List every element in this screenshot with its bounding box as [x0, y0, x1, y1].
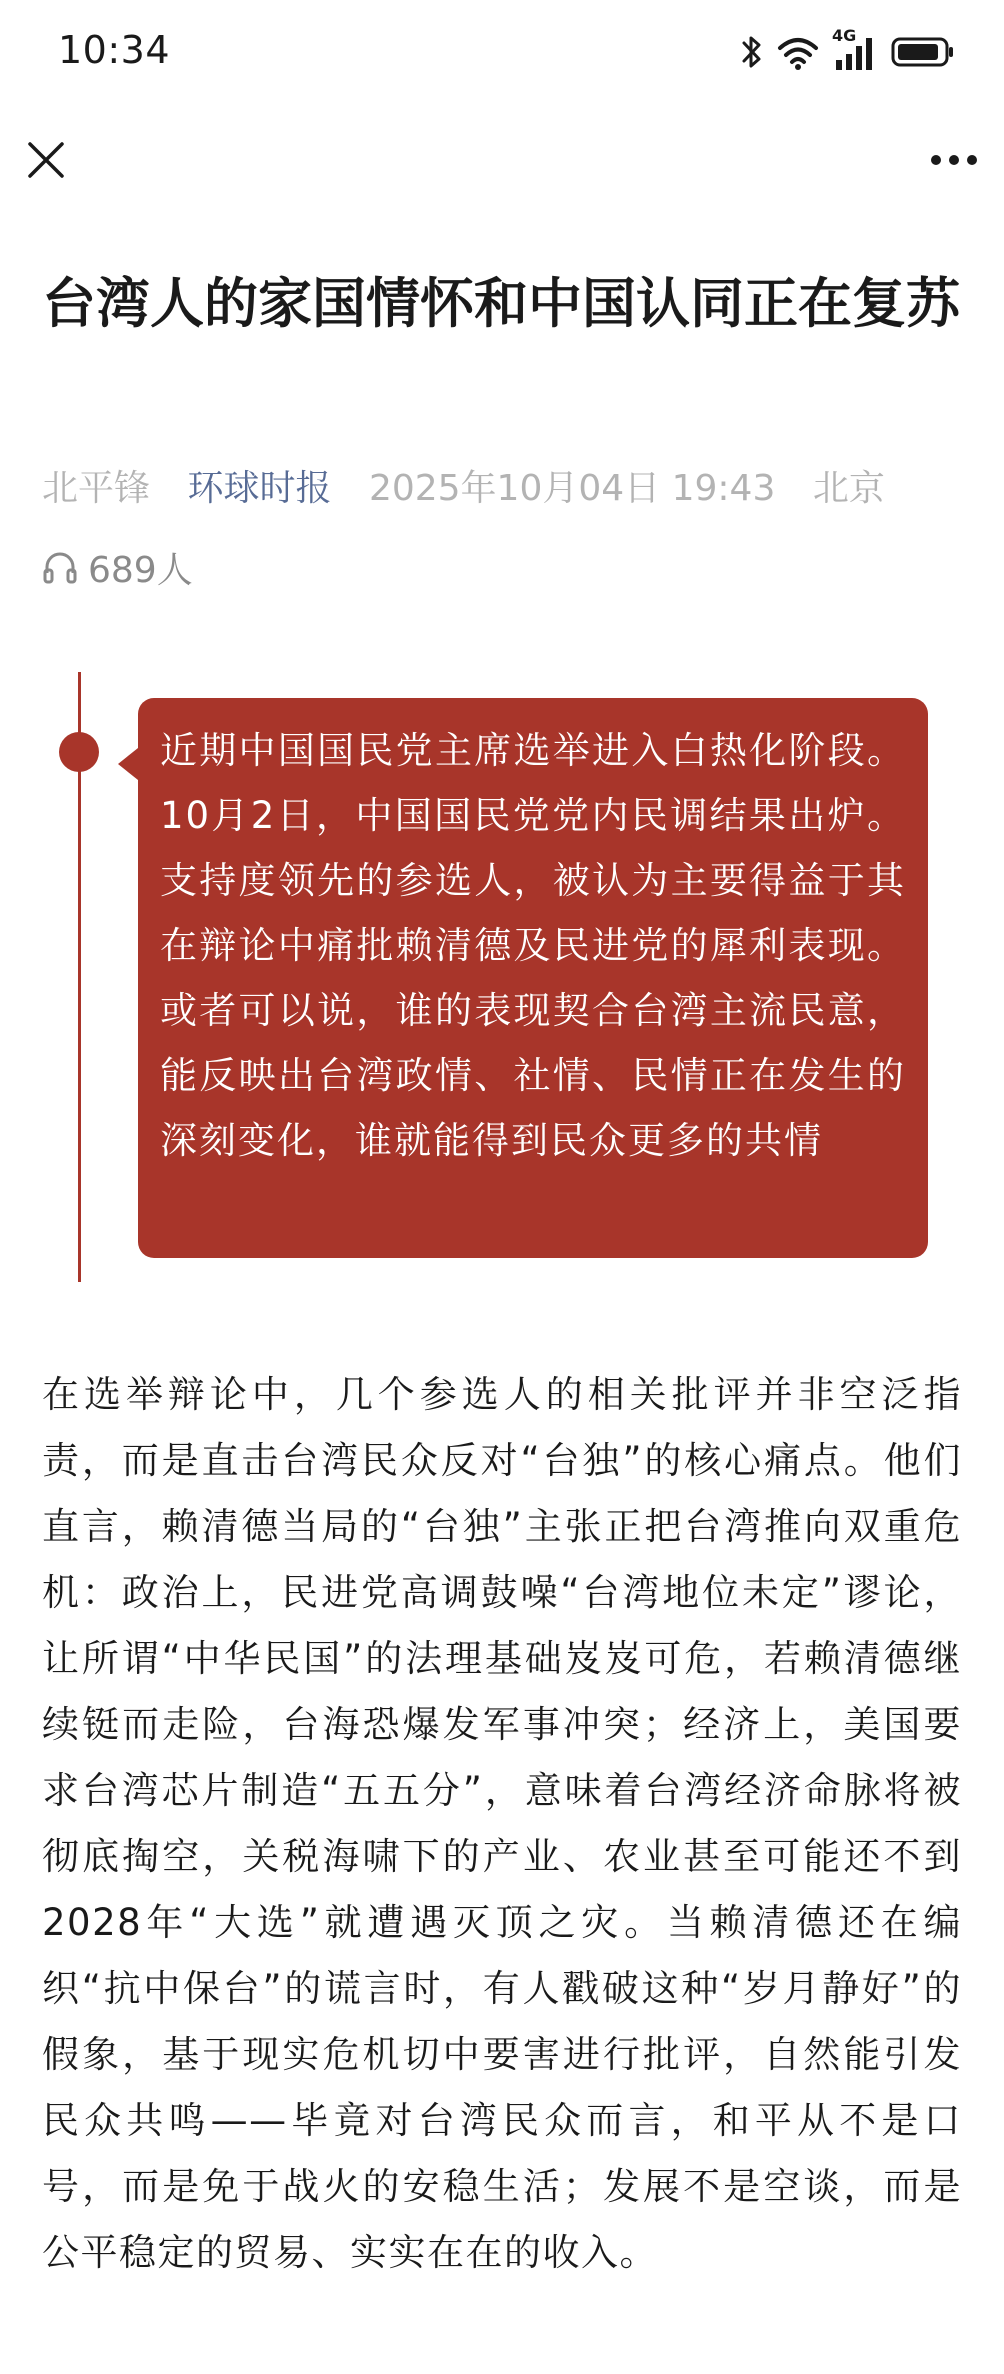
headphones-icon — [42, 549, 78, 585]
status-icons — [740, 26, 956, 72]
wifi-icon — [776, 32, 820, 72]
article-datetime: 2025年10月04日 19:43 — [368, 468, 776, 509]
status-time: 10:34 — [58, 28, 171, 72]
article-body-paragraph: 在选举辩论中，几个参选人的相关批评并非空泛指责，而是直击台湾民众反对“台独”的核心痛点。他们直言，赖清德当局的“台独”主张正把台湾推向双重危机：政治上，民进党高调鼓噪“台湾地位未定”谬论，让所谓“中华民国”的法理基础岌岌可危，若赖清德继续铤而走险，台海恐爆发军事冲突；经济上，美国要求台湾芯片制造“五五分”，意味着台湾经济命脉将被彻底掏空，关税海啸下的产业、农业甚至可能还不到2028年“大选”就遭遇灭顶之灾。当赖清德还在编织“抗中保台”的谎言时，有人戳破这种“岁月静好”的假象，基于现实危机切中要害进行批评，自然能引发民众共鸣——毕竟对台湾民众而言，和平从不是口号，而是免于战火的安稳生活；发展不是空谈，而是公平稳定的贸易、实实在在的收入。 — [42, 1373, 962, 2274]
summary-text: 近期中国国民党主席选举进入白热化阶段。10月2日，中国国民党党内民调结果出炉。支持度领先的参选人，被认为主要得益于其在辩论中痛批赖清德及民进党的犀利表现。或者可以说，谁的表现契合台湾主流民意，能反映出台湾政情、社情、民情正在发生的深刻变化，谁就能得到民众更多的共情 — [160, 729, 906, 1162]
listen-button[interactable] — [42, 540, 193, 594]
network-label: 4G — [832, 26, 857, 45]
article-title: 台湾人的家国情怀和中国认同正在复苏 — [42, 272, 960, 335]
more-icon — [929, 153, 979, 167]
article-source-link[interactable]: 环球时报 — [187, 468, 332, 509]
battery-icon — [890, 32, 956, 72]
timeline-dot — [59, 732, 99, 772]
summary-block — [0, 672, 1004, 1282]
close-button[interactable] — [18, 132, 74, 188]
summary-box — [138, 698, 928, 1258]
article-meta — [42, 462, 972, 516]
article-location: 北京 — [812, 468, 885, 509]
bluetooth-icon — [740, 32, 764, 72]
close-icon — [26, 140, 66, 180]
status-bar — [0, 0, 1004, 100]
signal-icon — [832, 26, 878, 72]
article-author: 北平锋 — [42, 468, 151, 509]
listen-count: 689人 — [88, 549, 193, 591]
more-button[interactable] — [922, 132, 986, 188]
nav-bar — [0, 120, 1004, 200]
